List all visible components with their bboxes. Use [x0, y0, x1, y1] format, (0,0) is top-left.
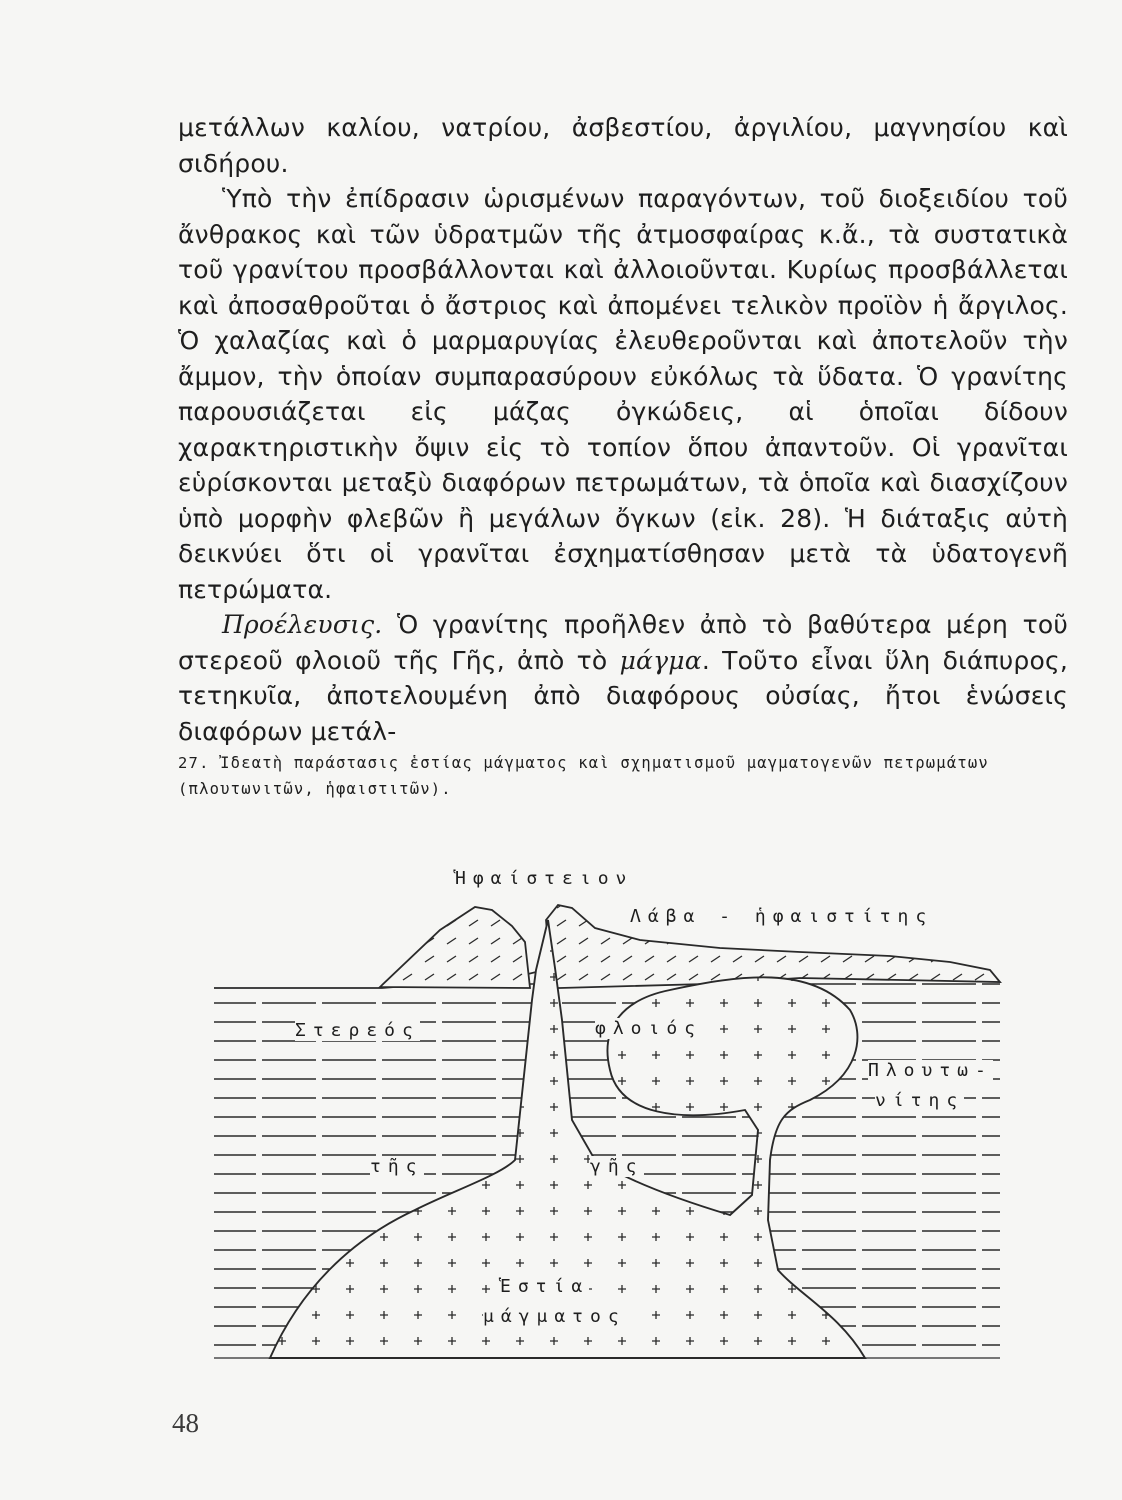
label-crust-1: Στερεός: [295, 1020, 420, 1041]
diagram-drawing: [200, 860, 1040, 1370]
label-focus-1: Ἑστία: [500, 1276, 590, 1297]
label-lava: Λάβα - ἡφαιστίτης: [630, 906, 934, 927]
magma-term: μάγμα: [619, 645, 702, 675]
paragraph-3: [178, 607, 1068, 749]
page-number: 48: [172, 1408, 199, 1438]
label-crust-2: φλοιός: [595, 1018, 703, 1039]
label-pluton-1: Πλουτω-: [868, 1060, 993, 1081]
label-crust-4: γῆς: [590, 1156, 644, 1177]
body-text: [178, 110, 1068, 749]
paragraph-1: μετάλλων καλίου, νατρίου, ἀσβεστίου, ἀργιλίου, μαγνησίου καὶ σιδήρου.: [178, 113, 1068, 178]
magma-diagram: [200, 860, 1040, 1370]
label-volcano: Ἡφαίστειον: [455, 868, 634, 889]
paragraph-2: Ὑπὸ τὴν ἐπίδρασιν ὡρισμένων παραγόντων, τοῦ διοξειδίου τοῦ ἄνθρακος καὶ τῶν ὑδρατμῶν τῆς ἀτμοσφαίρας κ.ἄ., τὰ συστατικὰ τοῦ γρανίτου προσβάλλονται καὶ ἀλλοιοῦνται. Κυρίως προσβάλλεται καὶ ἀποσαθροῦται ὁ ἄστριος καὶ ἀπομένει τελικὸν προϊὸν ἡ ἄργιλος. Ὁ χαλαζίας καὶ ὁ μαρμαρυγίας ἐλευθεροῦνται καὶ ἀποτελοῦν τὴν ἄμμον, τὴν ὁποίαν συμπαρασύρουν εὐκόλως τὰ ὕδατα. Ὁ γρανίτης παρουσιάζεται εἰς μάζας ὀγκώδεις, αἱ ὁποῖαι δίδουν χαρακτηριστικὴν ὄψιν εἰς τὸ τοπίον ὅπου ἀπαντοῦν. Οἱ γρανῖται εὑρίσκονται μεταξὺ διαφόρων πετρωμάτων, τὰ ὁποῖα καὶ διασχίζουν ὑπὸ μορφὴν φλεβῶν ἢ μεγάλων ὄγκων (εἰκ. 28). Ἡ διάταξις αὐτὴ δεικνύει ὅτι οἱ γρανῖται ἐσχηματίσθησαν μετὰ τὰ ὑδατογενῆ πετρώματα.: [178, 184, 1068, 604]
section-heading: Προέλευσις.: [222, 610, 383, 639]
label-crust-3: τῆς: [370, 1156, 424, 1177]
label-focus-2: μάγματος: [483, 1306, 626, 1327]
paragraph-3-text-a: Ὁ γρανίτης προῆλθεν ἀπὸ τὸ βαθύτερα μέρη τοῦ στερεοῦ φλοιοῦ τῆς Γῆς, ἀπὸ τὸ: [178, 610, 1068, 675]
paragraph-3-text-b: . Τοῦτο εἶναι ὕλη διάπυρος, τετηκυῖα, ἀποτελουμένη ἀπὸ διαφόρους οὐσίας, ἤτοι ἑνώσεις διαφόρων μετάλ-: [178, 645, 1068, 746]
figure-caption: 27. Ἰδεατὴ παράστασις ἑστίας μάγματος καὶ σχηματισμοῦ μαγματογενῶν πετρωμάτων (πλουτωνιτῶν, ἡφαιστιτῶν).: [178, 754, 989, 798]
label-pluton-2: νίτης: [875, 1090, 965, 1111]
